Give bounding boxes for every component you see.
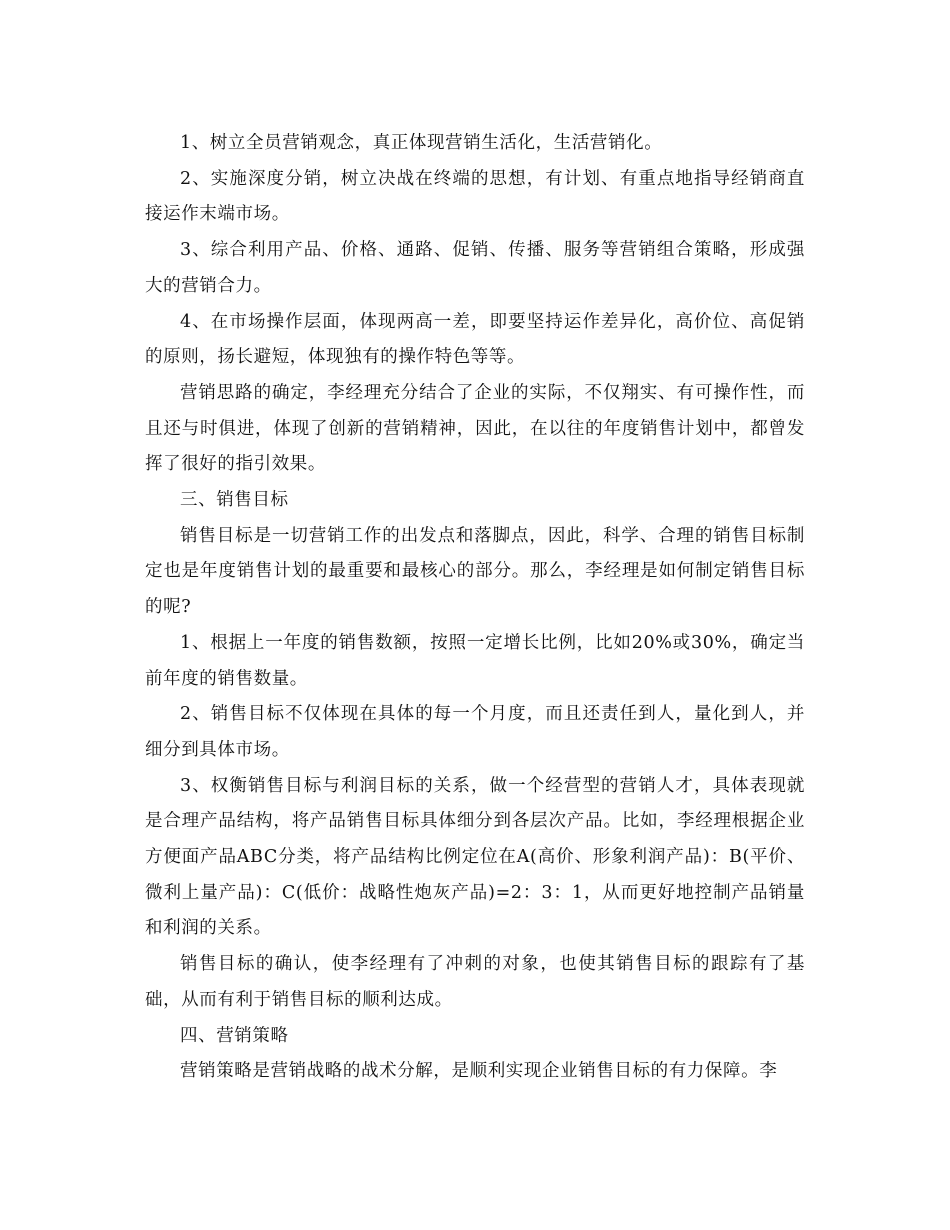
- section-heading-marketing-strategy: 四、营销策略: [180, 1025, 289, 1046]
- list-item-monthly-targets: 2、销售目标不仅体现在具体的每一个月度，而且还责任到人，量化到人，并细分到具体市场。: [145, 704, 805, 760]
- list-item-profit-balance: 3、权衡销售目标与利润目标的关系，做一个经营型的营销人才，具体表现就是合理产品结构，将产品销售目标具体细分到各层次产品。比如，李经理根据企业方便面产品ABC分类，将产品结构比例定位在A(高价、形象利润产品)：B(平价、微利上量产品)：C(低价：战略性炮灰产品)=2：3：1，从而更好地控制产品销量和利润的关系。: [145, 775, 805, 939]
- list-item-market-operation: 4、在市场操作层面，体现两高一差，即要坚持运作差异化，高价位、高促销的原则，扬长避短，体现独有的操作特色等等。: [145, 311, 805, 368]
- list-item-establish-marketing-concept: 1、树立全员营销观念，真正体现营销生活化，生活营销化。: [180, 133, 663, 153]
- paragraph-marketing-approach: 营销思路的确定，李经理充分结合了企业的实际，不仅翔实、有可操作性，而且还与时俱进，体现了创新的营销精神，因此，在以往的年度销售计划中，都曾发挥了很好的指引效果。: [145, 382, 805, 475]
- list-item-growth-ratio: 1、根据上一年度的销售数额，按照一定增长比例，比如20%或30%，确定当前年度的销售数量。: [145, 632, 805, 689]
- document-body: [145, 126, 805, 1090]
- paragraph-target-confirmation: 销售目标的确认，使李经理有了冲刺的对象，也使其销售目标的跟踪有了基础，从而有利于销售目标的顺利达成。: [145, 954, 805, 1010]
- list-item-deep-distribution: 2、实施深度分销，树立决战在终端的思想，有计划、有重点地指导经销商直接运作末端市场。: [145, 168, 805, 225]
- list-item-marketing-mix: 3、综合利用产品、价格、通路、促销、传播、服务等营销组合策略，形成强大的营销合力。: [145, 240, 805, 296]
- paragraph-marketing-strategy-intro: 营销策略是营销战略的战术分解，是顺利实现企业销售目标的有力保障。李: [180, 1061, 778, 1082]
- paragraph-sales-target-intro: 销售目标是一切营销工作的出发点和落脚点，因此，科学、合理的销售目标制定也是年度销售计划的最重要和最核心的部分。那么，李经理是如何制定销售目标的呢?: [145, 525, 805, 618]
- section-heading-sales-target: 三、销售目标: [180, 490, 289, 511]
